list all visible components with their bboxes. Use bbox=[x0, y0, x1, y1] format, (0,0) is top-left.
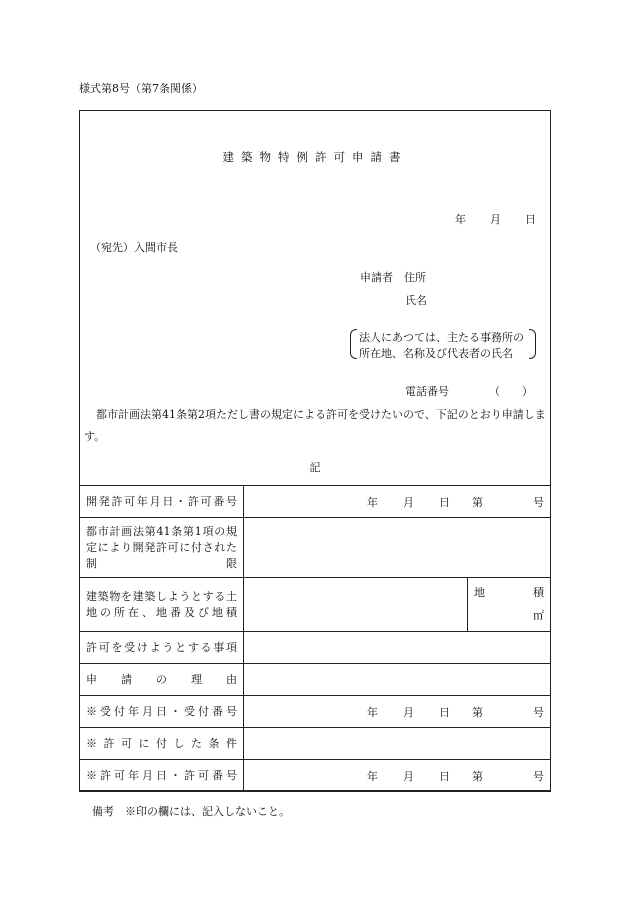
reason-value[interactable] bbox=[244, 664, 551, 696]
area-label-right: 積 bbox=[533, 586, 544, 599]
rec-year: 年 bbox=[367, 705, 378, 719]
date-month: 月 bbox=[490, 213, 501, 226]
table-row bbox=[80, 696, 551, 728]
form-title: 建築物特例許可申請書 bbox=[222, 150, 408, 164]
area-label-left: 地 bbox=[474, 586, 485, 599]
phone-label: 電話番号 bbox=[405, 385, 449, 398]
per-month: 月 bbox=[403, 769, 414, 783]
per-number: 号 bbox=[533, 769, 544, 783]
per-no: 第 bbox=[472, 769, 483, 783]
per-year: 年 bbox=[367, 769, 378, 783]
corporate-note-line1: 法人にあつては、主たる事務所の bbox=[359, 331, 524, 344]
phone-paren: （ ） bbox=[489, 385, 533, 398]
table-row bbox=[80, 578, 551, 632]
land-location-label: 建築物を建築しようとする土地の所在、地番及び地積 bbox=[80, 578, 244, 632]
rec-month: 月 bbox=[403, 705, 414, 719]
dev-permit-label: 開発許可年月日・許可番号 bbox=[80, 486, 244, 518]
right-bracket bbox=[529, 329, 536, 359]
corporate-note bbox=[350, 329, 536, 359]
application-table bbox=[79, 485, 551, 792]
remarks-note: 備考 ※印の欄には、記入しないこと。 bbox=[92, 805, 290, 818]
conditions-value[interactable] bbox=[244, 728, 551, 760]
dev-number: 号 bbox=[533, 495, 544, 509]
conditions-label: ※許可に付した条件 bbox=[80, 728, 244, 760]
dev-permit-value[interactable] bbox=[244, 486, 551, 518]
dev-no: 第 bbox=[472, 495, 483, 509]
table-row bbox=[80, 728, 551, 760]
reason-label: 申請の理由 bbox=[80, 664, 244, 696]
corporate-note-line2: 所在地、名称及び代表者の氏名 bbox=[359, 347, 513, 360]
restriction-label: 都市計画法第41条第1項の規定により開発許可に付された制限 bbox=[80, 518, 244, 578]
dev-year: 年 bbox=[367, 495, 378, 509]
applicant-name-label: 氏名 bbox=[405, 294, 427, 307]
area-unit: ㎡ bbox=[533, 609, 544, 622]
per-day: 日 bbox=[439, 769, 450, 783]
form-number: 様式第8号（第7条関係） bbox=[79, 82, 203, 95]
recipient: （宛先）入間市長 bbox=[90, 241, 178, 254]
dev-month: 月 bbox=[403, 495, 414, 509]
rec-day: 日 bbox=[439, 705, 450, 719]
land-area-value[interactable] bbox=[468, 578, 550, 631]
table-row bbox=[80, 760, 551, 792]
land-location-value[interactable] bbox=[244, 578, 468, 631]
permit-label: ※許可年月日・許可番号 bbox=[80, 760, 244, 792]
permit-value[interactable] bbox=[244, 760, 551, 792]
reception-value[interactable] bbox=[244, 696, 551, 728]
table-row bbox=[80, 486, 551, 518]
matters-value[interactable] bbox=[244, 632, 551, 664]
land-location-cell bbox=[244, 578, 551, 632]
restriction-value[interactable] bbox=[244, 518, 551, 578]
rec-number: 号 bbox=[533, 705, 544, 719]
table-row bbox=[80, 518, 551, 578]
rec-no: 第 bbox=[472, 705, 483, 719]
left-bracket bbox=[350, 329, 357, 359]
matters-label: 許可を受けようとする事項 bbox=[80, 632, 244, 664]
body-text: 都市計画法第41条第2項ただし書の規定による許可を受けたいので、下記のとおり申請します。 bbox=[84, 408, 546, 443]
date-day: 日 bbox=[525, 213, 536, 226]
applicant-address-label: 申請者 住所 bbox=[360, 271, 426, 284]
dev-day: 日 bbox=[439, 495, 450, 509]
date-year: 年 bbox=[455, 213, 466, 226]
table-row bbox=[80, 664, 551, 696]
ki-mark: 記 bbox=[309, 461, 321, 474]
reception-label: ※受付年月日・受付番号 bbox=[80, 696, 244, 728]
table-row bbox=[80, 632, 551, 664]
